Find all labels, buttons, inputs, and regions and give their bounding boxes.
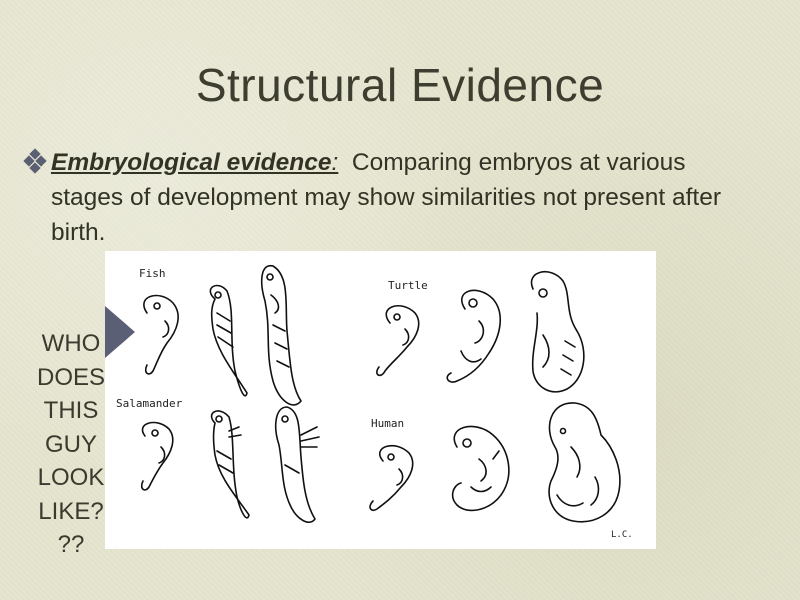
callout-question — [30, 327, 112, 562]
salamander-embryo-late — [276, 407, 319, 522]
bullet-term: Embryological evidence — [51, 149, 332, 176]
bullet-term-colon: : — [331, 149, 339, 176]
label-fish: Fish — [139, 267, 166, 280]
callout-line: GUY — [44, 430, 97, 458]
fish-embryo-early — [144, 296, 178, 374]
callout-line: ?? — [57, 531, 85, 558]
label-salamander: Salamander — [116, 397, 183, 410]
callout-line: WHO — [41, 330, 101, 357]
label-human: Human — [371, 417, 405, 430]
diamond-bullet-icon — [22, 148, 48, 174]
human-embryo-late — [549, 403, 620, 522]
turtle-embryo-late — [531, 272, 583, 392]
callout-line: THIS — [43, 397, 99, 424]
human-embryo-early — [370, 446, 413, 511]
fish-embryo-late — [262, 266, 301, 405]
illustrator-signature: L.C. — [611, 530, 633, 540]
turtle-embryo-mid — [447, 290, 500, 382]
embryo-comparison-figure — [105, 251, 656, 549]
salamander-embryo-early — [142, 423, 173, 490]
slide-title: Structural Evidence — [195, 59, 605, 111]
fish-embryo-mid — [210, 286, 247, 396]
turtle-embryo-early — [377, 306, 419, 376]
callout-line: LOOK — [37, 464, 105, 491]
bullet-item — [22, 145, 762, 250]
human-embryo-mid — [453, 426, 509, 510]
bullet-text — [51, 145, 762, 250]
label-turtle: Turtle — [388, 279, 428, 292]
callout-line: DOES — [36, 363, 105, 391]
bullet-body: Comparing embryos at various stages of development may show similarities not present after birth. — [51, 149, 728, 246]
embryo-drawings — [105, 251, 656, 549]
salamander-embryo-mid — [212, 411, 249, 518]
callout-line: LIKE? — [38, 497, 104, 525]
